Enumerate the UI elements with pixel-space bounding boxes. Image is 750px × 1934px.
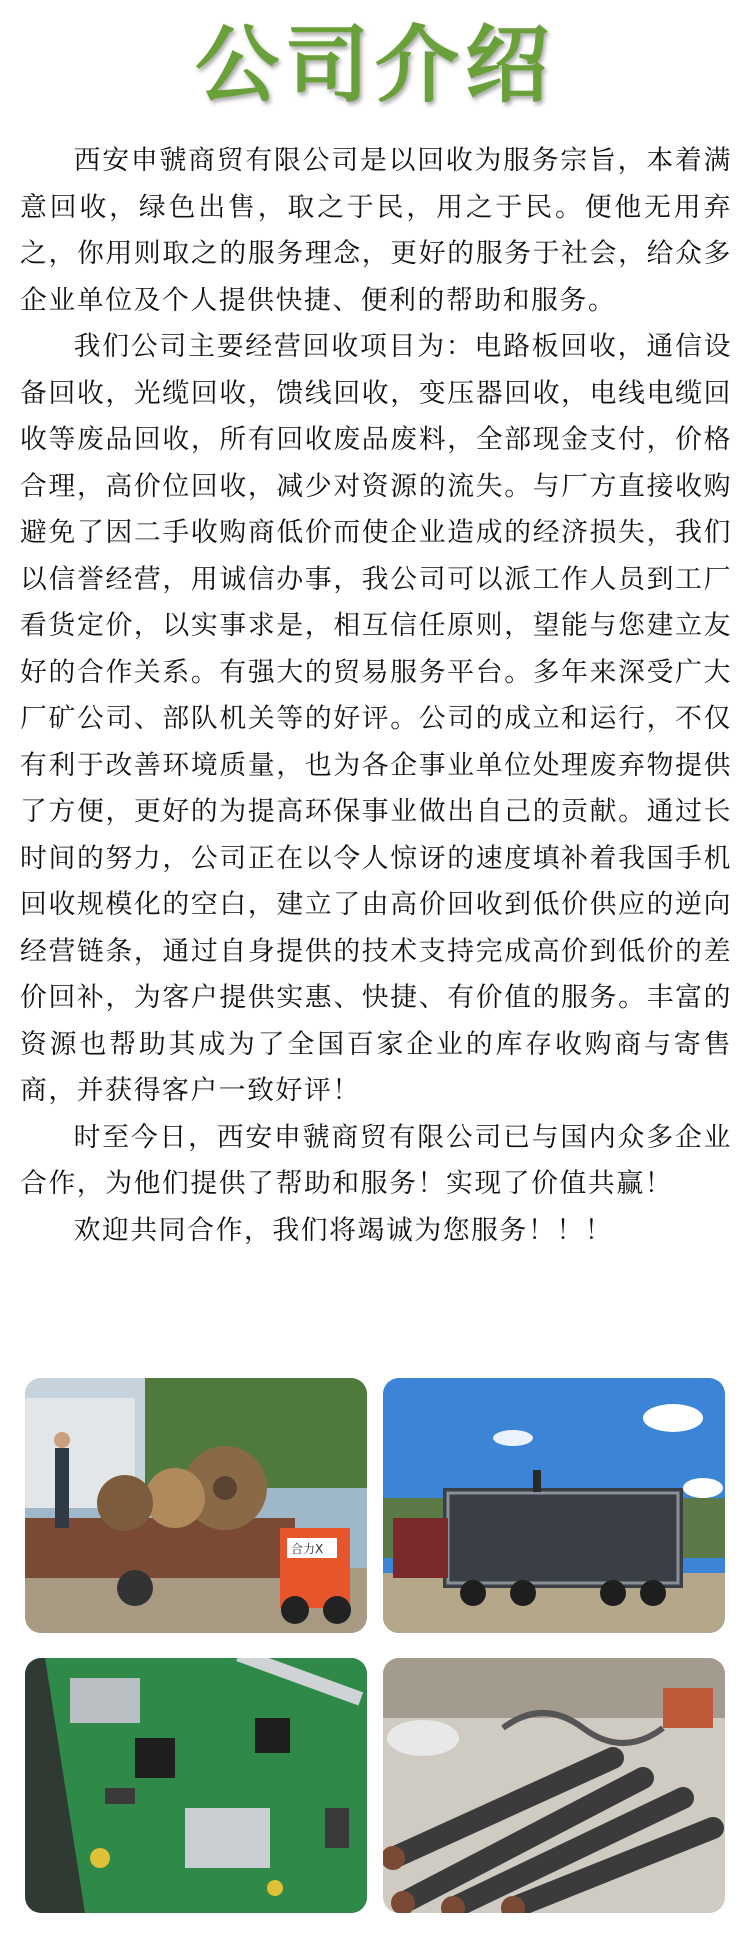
photo-grid bbox=[25, 1378, 725, 1913]
intro-paragraph-1: 西安申虢商贸有限公司是以回收为服务宗旨，本着满意回收，绿色出售，取之于民，用之于民。便他无用弃之，你用则取之的服务理念，更好的服务于社会，给众多企业单位及个人提供快捷、便利的帮助和服务。 bbox=[20, 145, 732, 316]
intro-paragraph-2: 我们公司主要经营回收项目为：电路板回收，通信设备回收，光缆回收，馈线回收，变压器回收，电线电缆回收等废品回收，所有回收废品废料，全部现金支付，价格合理，高价位回收，减少对资源的流失。与厂方直接收购避免了因二手收购商低价而使企业造成的经济损失，我们以信誉经营，用诚信办事，我公司可以派工作人员到工厂看货定价，以实事求是，相互信任原则，望能与您建立友好的合作关系。有强大的贸易服务平台。多年来深受广大厂矿公司、部队机关等的好评。公司的成立和运行，不仅有利于改善环境质量，也为各企事业单位处理废弃物提供了方便，更好的为提高环保事业做出自己的贡献。通过长时间的努力，公司正在以令人惊讶的速度填补着我国手机回收规模化的空白，建立了由高价回收到低价供应的逆向经营链条，通过自身提供的技术支持完成高价到低价的差价回补，为客户提供实惠、快捷、有价值的服务。丰富的资源也帮助其成为了全国百家企业的库存收购商与寄售商，并获得客户一致好评！ bbox=[20, 331, 732, 1106]
intro-paragraph-4: 欢迎共同合作，我们将竭诚为您服务！！！ bbox=[73, 1214, 614, 1246]
cable-drums-forklift-photo bbox=[25, 1378, 367, 1633]
page-title: 公司介绍 bbox=[194, 16, 555, 114]
intro-paragraph-3: 时至今日，西安申虢商贸有限公司已与国内众多企业合作，为他们提供了帮助和服务！实现了价值共赢！ bbox=[20, 1121, 732, 1199]
circuit-board-photo bbox=[25, 1658, 367, 1913]
cut-cables-pile-photo bbox=[383, 1658, 725, 1913]
company-introduction bbox=[20, 138, 732, 1254]
truck-loaded-equipment-photo bbox=[383, 1378, 725, 1633]
forklift-brand-text: 合力X bbox=[291, 1542, 324, 1556]
